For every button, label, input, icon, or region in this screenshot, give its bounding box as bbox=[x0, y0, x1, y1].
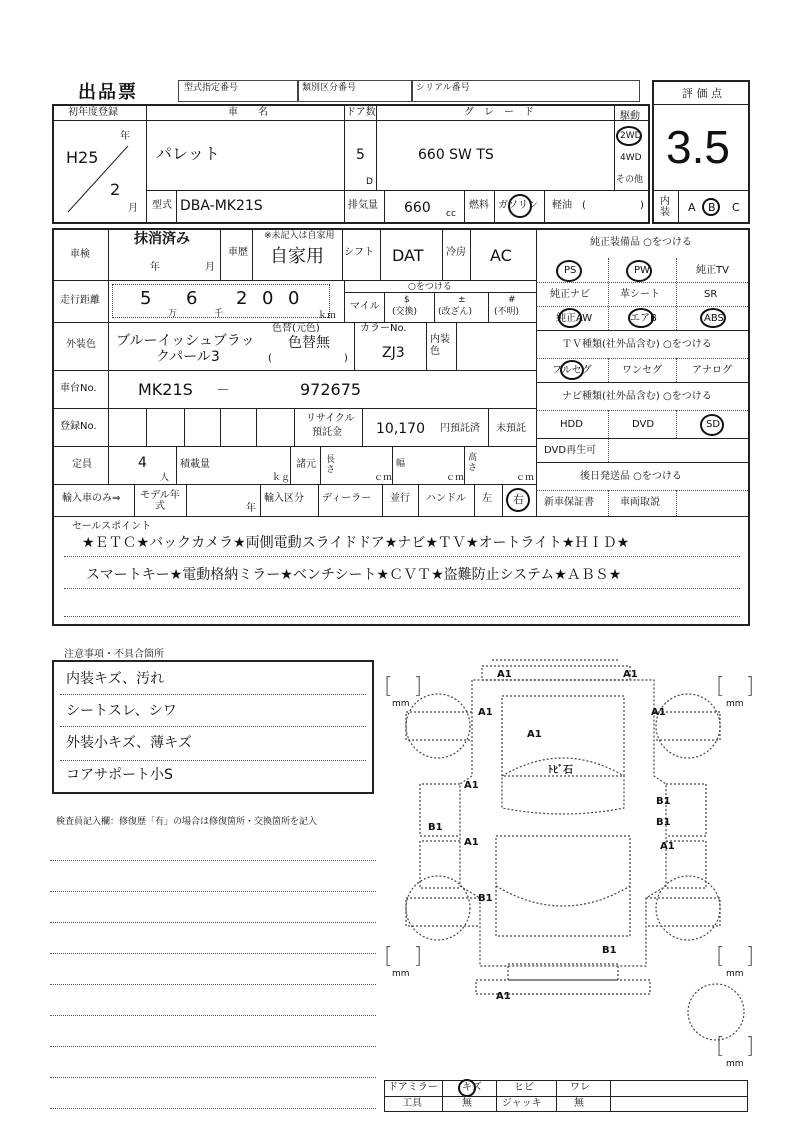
table-scratch-circle bbox=[458, 1079, 476, 1097]
drive-2wd-circle bbox=[616, 126, 642, 146]
interior-color-label: 内装色 bbox=[430, 334, 450, 357]
navi-sd: SD bbox=[706, 419, 721, 430]
navi-dvd: DVD bbox=[632, 419, 655, 430]
equip-airbag: エアB bbox=[630, 313, 657, 324]
equip-abs: ABS bbox=[704, 313, 724, 324]
repaint-paren-close: ) bbox=[344, 353, 348, 364]
tv-analog: アナログ bbox=[692, 365, 732, 376]
inspector-label: 検査員記入欄：修復歴「有」の場合は修復箇所・交換箇所を記入 bbox=[56, 817, 318, 827]
capacity-label: 定員 bbox=[72, 459, 92, 470]
interior-b: B bbox=[708, 201, 716, 214]
doors-suffix: D bbox=[366, 177, 373, 187]
table-doormirror: ドアミラー bbox=[388, 1082, 438, 1093]
recycle-unpaid-label: 未預託 bbox=[496, 423, 526, 434]
fuel-gas-circle bbox=[508, 194, 532, 218]
table-jack: ジャッキ bbox=[502, 1098, 542, 1109]
inspection-month: 月 bbox=[205, 262, 215, 273]
tv-title: ＴＶ種類(社外品含む) ○をつける bbox=[562, 339, 712, 350]
ac-value: AC bbox=[490, 246, 512, 265]
model-value: DBA-MK21S bbox=[180, 198, 263, 214]
width-label: 幅 bbox=[396, 459, 406, 469]
mileage-opt-modified-sym: ± bbox=[458, 295, 466, 305]
damage-mark: A1 bbox=[497, 669, 512, 680]
repaint-paren-open: ( bbox=[268, 353, 272, 364]
drive-4wd: 4WD bbox=[620, 153, 642, 163]
sales-line-2: スマートキー★電動格納ミラー★ベンチシート★ＣＶＴ★盗難防止システム★ＡＢＳ★ bbox=[86, 567, 622, 583]
chassis-number: 972675 bbox=[300, 380, 362, 399]
handle-left: 左 bbox=[482, 493, 492, 504]
repaint-label: 色替(元色) bbox=[272, 323, 320, 334]
type-no-label: 型式指定番号 bbox=[184, 83, 239, 93]
score-label: 評 価 点 bbox=[682, 87, 722, 100]
mileage-digit-5: 0 bbox=[288, 288, 300, 309]
mm-tr: mm bbox=[726, 699, 744, 709]
mileage-digit-1: 5 bbox=[140, 288, 152, 309]
fuel-paren-open: ( bbox=[582, 200, 586, 211]
model-year-label: モデル年式 bbox=[140, 490, 180, 512]
equip-ps: PS bbox=[564, 265, 577, 276]
serial-label: シリアル番号 bbox=[416, 83, 470, 93]
later-manual: 車両取説 bbox=[620, 497, 660, 508]
equip-pw: PW bbox=[634, 265, 650, 276]
damage-mark: A1 bbox=[660, 841, 675, 852]
mileage-digit-2: 6 bbox=[186, 288, 198, 309]
form-title: 出品票 bbox=[78, 82, 138, 103]
damage-mark: B1 bbox=[428, 822, 443, 833]
mileage-label: 走行距離 bbox=[60, 295, 100, 306]
month-unit: 月 bbox=[128, 203, 138, 214]
note-4: コアサポート小S bbox=[66, 767, 173, 783]
equip-aw: 純正AW bbox=[556, 313, 593, 324]
interior-c: C bbox=[732, 201, 740, 214]
history-note: ※未記入は自家用 bbox=[264, 231, 335, 241]
bracket-bl: [ ] bbox=[384, 944, 423, 969]
damage-mark: A1 bbox=[478, 707, 493, 718]
note-1: 内装キズ、汚れ bbox=[66, 671, 165, 687]
sales-label: セールスポイント bbox=[72, 521, 152, 532]
table-break: ワレ bbox=[570, 1082, 590, 1093]
grade-value: 660 SW TS bbox=[418, 147, 494, 163]
damage-mark: A1 bbox=[623, 669, 638, 680]
equip-tv: 純正TV bbox=[696, 265, 729, 276]
bracket-br: [ ] bbox=[716, 944, 755, 969]
mileage-digit-3: 2 bbox=[236, 288, 248, 309]
damage-mark: B1 bbox=[602, 945, 617, 956]
shift-value: DAT bbox=[392, 246, 424, 265]
notes-label: 注意事項・不具合箇所 bbox=[64, 649, 164, 660]
registration-label: 登録No. bbox=[60, 421, 97, 432]
car-name: パレット bbox=[156, 144, 220, 163]
damage-mark: A1 bbox=[464, 837, 479, 848]
inspection-value: 抹消済み bbox=[134, 231, 190, 247]
later-title: 後日発送品 ○をつける bbox=[580, 471, 682, 482]
later-warranty: 新車保証書 bbox=[544, 497, 594, 508]
score-value: 3.5 bbox=[666, 121, 730, 173]
color-no-value: ZJ3 bbox=[382, 345, 405, 361]
chassis-dash: － bbox=[216, 383, 230, 399]
mileage-opt-modified: (改ざん) bbox=[438, 307, 473, 317]
handle-label: ハンドル bbox=[426, 493, 466, 504]
shift-label: シフト bbox=[344, 247, 374, 258]
recycle-value: 10,170 bbox=[376, 421, 425, 437]
capacity-value: 4 bbox=[138, 455, 147, 471]
import-parallel: 並行 bbox=[390, 493, 410, 504]
mileage-man: 万 bbox=[168, 309, 178, 319]
interior-a: A bbox=[688, 201, 696, 214]
table-scratch: キズ bbox=[462, 1082, 482, 1093]
mileage-opt-mile: マイル bbox=[350, 301, 380, 312]
fuel-paren-close: ) bbox=[640, 200, 644, 211]
doors-value: 5 bbox=[356, 147, 365, 163]
damage-mark: B1 bbox=[478, 893, 493, 904]
model-label: 型式 bbox=[152, 200, 172, 211]
cc-unit: cc bbox=[446, 209, 456, 219]
interior-b-circle bbox=[702, 198, 720, 216]
genuine-title: 純正装備品 ○をつける bbox=[590, 237, 692, 248]
color-value-1: ブルーイッシュブラッ bbox=[116, 333, 255, 349]
dims-label: 諸元 bbox=[296, 459, 316, 470]
recycle-label-2: 預託金 bbox=[312, 427, 342, 438]
length-label: 長さ bbox=[326, 455, 336, 475]
mm-br: mm bbox=[726, 969, 744, 979]
load-label: 積載量 bbox=[180, 459, 210, 470]
car-diagram bbox=[376, 636, 755, 1076]
mm-spare: mm bbox=[726, 1059, 744, 1069]
doors-label: ドア数 bbox=[346, 107, 376, 118]
table-tools: 工具 bbox=[402, 1098, 422, 1109]
inspection-label: 車検 bbox=[70, 249, 90, 260]
mileage-opt-exchange-sym: $ bbox=[404, 295, 410, 305]
equip-ps-circle bbox=[556, 260, 582, 282]
handle-right: 右 bbox=[513, 493, 524, 506]
tv-fullseg-circle bbox=[560, 360, 584, 380]
color-value-2: クパール3 bbox=[156, 349, 220, 365]
equip-sr: SR bbox=[704, 289, 718, 300]
navi-hdd: HDD bbox=[560, 419, 583, 430]
damage-mark: ﾄﾋﾞ石 bbox=[548, 765, 573, 776]
color-no-label: カラーNo. bbox=[360, 323, 407, 334]
mileage-opt-exchange: (交換) bbox=[392, 307, 418, 317]
color-label: 外装色 bbox=[66, 339, 96, 350]
import-label: 輸入車のみ⇒ bbox=[62, 493, 121, 504]
year-unit: 年 bbox=[120, 131, 130, 142]
grade-label: グ レ ー ド bbox=[464, 107, 534, 118]
mileage-km: ｋｍ bbox=[318, 311, 337, 321]
tv-oneseg: ワンセグ bbox=[622, 365, 662, 376]
width-cm: ｃｍ bbox=[446, 473, 465, 483]
equip-navi: 純正ナビ bbox=[550, 289, 590, 300]
mileage-opt-unknown-sym: # bbox=[508, 295, 516, 305]
damage-mark: A1 bbox=[496, 991, 511, 1002]
first-reg-label: 初年度登録 bbox=[68, 107, 118, 118]
note-3: 外装小キズ、薄キズ bbox=[66, 735, 192, 751]
tv-fullseg: フルセグ bbox=[552, 365, 592, 376]
length-cm: ｃｍ bbox=[374, 473, 393, 483]
sales-line-1: ★ＥＴＣ★バックカメラ★両側電動スライドドア★ナビ★ＴＶ★オートライト★ＨＩＤ★ bbox=[82, 535, 630, 551]
mileage-opt-unknown: (不明) bbox=[494, 307, 520, 317]
navi-title: ナビ種類(社外品含む) ○をつける bbox=[562, 391, 712, 402]
damage-mark: A1 bbox=[651, 707, 666, 718]
height-label: 高さ bbox=[468, 453, 478, 473]
damage-mark: A1 bbox=[527, 729, 542, 740]
dvd-play: DVD再生可 bbox=[544, 445, 597, 456]
mileage-sen: 千 bbox=[214, 309, 224, 319]
class-no-label: 類別区分番号 bbox=[302, 83, 357, 93]
capacity-unit: 人 bbox=[160, 473, 170, 483]
mileage-circle-note: ○をつける bbox=[408, 282, 452, 292]
interior-label: 内装 bbox=[660, 196, 670, 218]
equip-airbag-circle bbox=[628, 308, 654, 328]
first-reg-month: 2 bbox=[110, 180, 121, 199]
recycle-yen-label: 円預託済 bbox=[440, 423, 480, 434]
equip-abs-circle bbox=[700, 308, 726, 328]
equip-pw-circle bbox=[626, 260, 652, 282]
equip-leather: 革シート bbox=[620, 289, 660, 300]
navi-sd-circle bbox=[700, 414, 724, 436]
chassis-prefix: MK21S bbox=[138, 380, 193, 399]
drive-label: 駆動 bbox=[620, 111, 640, 122]
displacement-value: 660 bbox=[404, 200, 431, 216]
model-year-unit: 年 bbox=[246, 503, 256, 514]
bracket-spare: [ ] bbox=[716, 1034, 755, 1059]
handle-right-circle bbox=[506, 488, 530, 512]
fuel-diesel: 軽油 bbox=[552, 200, 572, 211]
load-unit: ｋｇ bbox=[272, 473, 291, 483]
import-dealer: ディーラー bbox=[322, 493, 372, 504]
ac-label: 冷房 bbox=[446, 247, 466, 258]
history-value: 自家用 bbox=[270, 246, 324, 267]
car-name-label: 車 名 bbox=[228, 107, 268, 118]
mileage-digit-4: 0 bbox=[262, 288, 274, 309]
note-2: シートスレ、シワ bbox=[66, 703, 177, 719]
displacement-label: 排気量 bbox=[348, 200, 378, 211]
recycle-label-1: リサイクル bbox=[306, 413, 355, 424]
drive-2wd: 2WD bbox=[620, 131, 642, 141]
drive-other: その他 bbox=[616, 175, 644, 185]
table-crack: ヒビ bbox=[514, 1082, 534, 1093]
first-reg-year: H25 bbox=[66, 148, 99, 167]
fuel-gas: ガソリン bbox=[498, 200, 538, 211]
history-label: 車歴 bbox=[228, 247, 248, 258]
damage-mark: B1 bbox=[656, 796, 671, 807]
damage-mark: A1 bbox=[464, 780, 479, 791]
fuel-label: 燃料 bbox=[469, 200, 489, 211]
table-jack-value: 無 bbox=[574, 1098, 584, 1109]
table-tools-value: 無 bbox=[462, 1098, 472, 1109]
equip-aw-circle bbox=[558, 308, 582, 328]
chassis-label: 車台No. bbox=[60, 383, 97, 394]
bracket-tr: [ ] bbox=[716, 674, 755, 699]
import-class-label: 輸入区分 bbox=[264, 493, 304, 504]
inspection-year: 年 bbox=[150, 262, 160, 273]
height-cm: ｃｍ bbox=[516, 473, 535, 483]
repaint-value: 色替無 bbox=[288, 335, 330, 351]
damage-mark: B1 bbox=[656, 817, 671, 828]
mm-bl: mm bbox=[392, 969, 410, 979]
mm-tl: mm bbox=[392, 699, 410, 709]
bracket-tl: [ ] bbox=[384, 674, 423, 699]
